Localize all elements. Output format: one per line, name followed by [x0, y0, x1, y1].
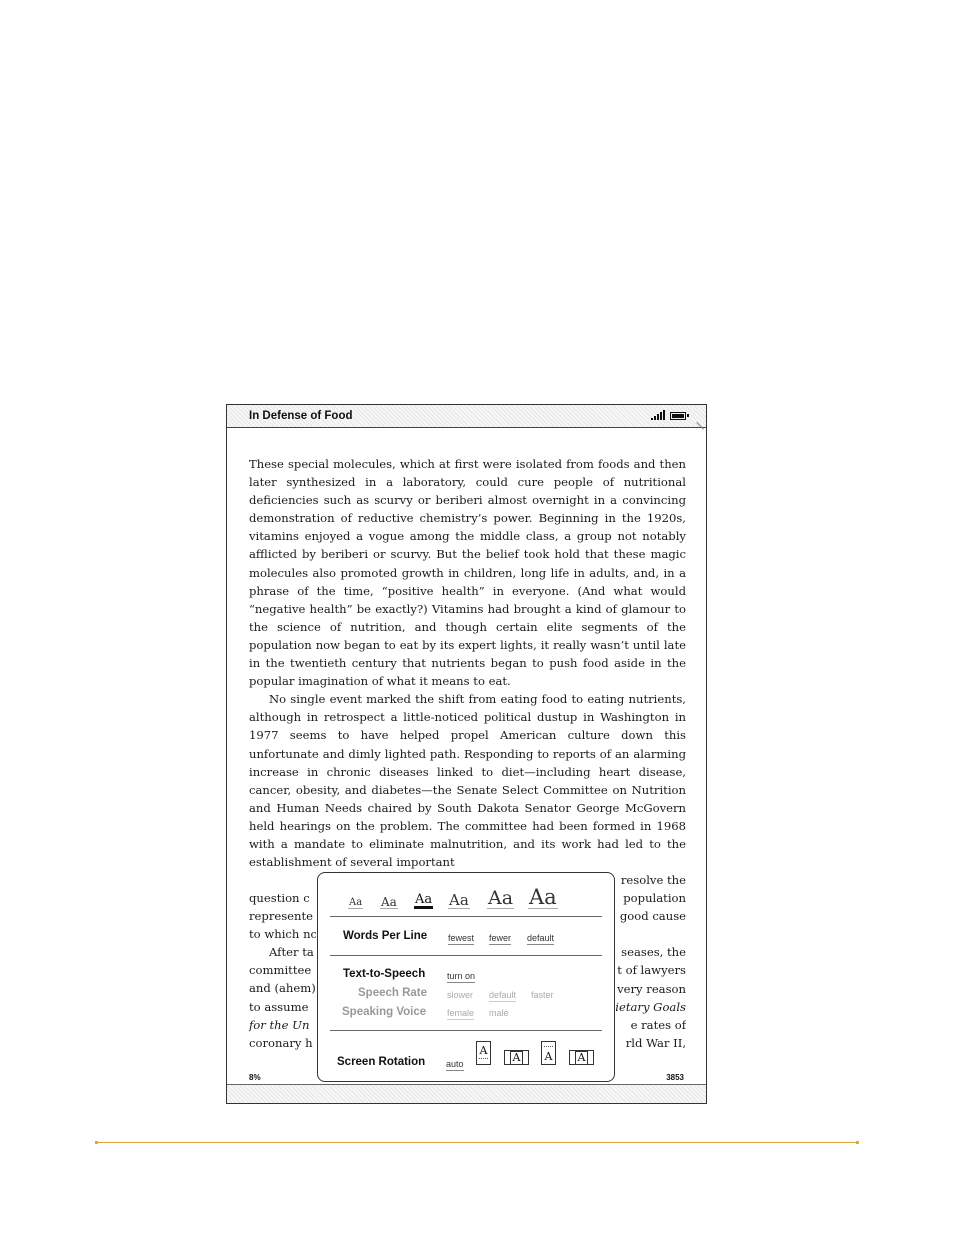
- left-line-4: to which nc: [249, 927, 318, 942]
- rotation-portrait-glyph: A: [479, 1043, 488, 1057]
- divider-1: [330, 916, 602, 917]
- obscured-right-text: [615, 871, 686, 1052]
- font-size-option-2[interactable]: Aa: [381, 895, 397, 909]
- location-number: 3853: [666, 1073, 684, 1082]
- right-line-6: t of lawyers: [617, 963, 686, 978]
- left-line-6: committee: [249, 963, 312, 978]
- top-status-bar: [227, 405, 706, 428]
- speech-rate-default[interactable]: default: [489, 990, 517, 1000]
- words-per-line-fewest[interactable]: fewest: [448, 933, 475, 943]
- obscured-left-text: [249, 889, 319, 1052]
- text-to-speech-label: Text-to-Speech: [343, 968, 426, 980]
- screen-rotation-auto[interactable]: auto: [446, 1059, 464, 1069]
- left-line-8: to assume: [249, 999, 309, 1014]
- rotation-portrait-stripe: [479, 1058, 488, 1060]
- rotation-portrait-upside-icon[interactable]: [541, 1041, 556, 1065]
- divider-2: [330, 955, 602, 956]
- status-area: [651, 410, 686, 420]
- paragraph-2-text: No single event marked the shift from eating food to eating nutrients, although in retrospect a little-noticed political dustup in Washington in 1977 seems to have helped propel American culture down this unfortunate and dimly lighted path. Responding to reports of an alarming increase in chronic diseases linked to diet—including heart disease, cancer, obesity, and diabetes—the Senate Select Committee on Nutrition and Human Needs chaired by South Dakota Senator George McGovern held hearings on the problem. The committee had been formed in 1968 with a mandate to eliminate malnutrition, and its work had led to the establishment of several important: [249, 692, 686, 870]
- speech-rate-slower[interactable]: slower: [447, 990, 474, 1000]
- signal-strength-icon: [651, 410, 665, 420]
- right-line-5: seases, the: [621, 945, 686, 960]
- left-line-5: After ta: [269, 945, 314, 960]
- right-line-9: e rates of: [630, 1017, 686, 1032]
- rotation-portrait-icon[interactable]: [476, 1041, 491, 1065]
- text-to-speech-turn-on[interactable]: turn on: [447, 971, 476, 981]
- paragraph-1: These special molecules, which at first were isolated from foods and then later synthesized in a laboratory, could cure people of nutritional deficiencies such as scurvy or beriberi almost overnight in a convincing demonstration of reductive chemistry’s power. Beginning in the 1920s, vitamins enjoyed a vogue among the middle class, a group not notably afflicted by beriberi or scurvy. But the belief took hold that these magic molecules also promoted growth in children, long life in adults, and, in a phrase of the time, “positive health” in everyone. (And what would “negative health” be exactly?) Vitamins had brought a kind of glamour to the science of nutrition, and though certain elite segments of the population now began to eat by its expert lights, it really wasn’t until late in the twentieth century that nutrients began to push food aside in the popular imagination of what it means to eat.: [249, 457, 686, 689]
- left-line-7: and (ahem): [249, 981, 316, 996]
- words-per-line-label: Words Per Line: [343, 930, 428, 942]
- left-line-10: coronary h: [249, 1035, 313, 1050]
- right-line-4: [615, 925, 686, 943]
- speaking-voice-female[interactable]: female: [447, 1008, 475, 1018]
- speech-rate-label: Speech Rate: [358, 987, 428, 999]
- font-size-option-4[interactable]: Aa: [449, 891, 469, 909]
- left-line-3: represente: [249, 909, 314, 924]
- words-per-line-default[interactable]: default: [527, 933, 555, 943]
- rotation-landscape-left-icon[interactable]: [504, 1050, 529, 1065]
- right-line-8: ietary Goals: [615, 999, 686, 1014]
- rotation-portrait-upside-stripe: [544, 1046, 553, 1048]
- progress-percent: 8%: [249, 1073, 261, 1082]
- book-page-text: [249, 455, 686, 871]
- page-divider-rule: [95, 1142, 859, 1143]
- right-line-10: rld War II,: [625, 1035, 686, 1050]
- text-settings-popup: [317, 872, 615, 1082]
- rotation-landscape-right-glyph: A: [575, 1051, 589, 1065]
- divider-3: [330, 1030, 602, 1031]
- rotation-landscape-left-glyph: A: [510, 1051, 524, 1065]
- font-size-selector: [334, 881, 596, 911]
- font-size-option-6[interactable]: Aa: [529, 885, 557, 909]
- right-line-7: very reason: [617, 981, 686, 996]
- book-title: In Defense of Food: [249, 410, 353, 422]
- speaking-voice-male[interactable]: male: [489, 1008, 509, 1018]
- font-size-option-5[interactable]: Aa: [488, 887, 514, 909]
- right-line-3: good cause: [619, 909, 686, 924]
- left-line-9: for the Un: [249, 1017, 310, 1032]
- right-line-1: resolve the: [620, 873, 686, 887]
- speech-rate-faster[interactable]: faster: [531, 990, 554, 1000]
- rotation-landscape-right-icon[interactable]: [569, 1050, 594, 1065]
- right-line-2: population: [623, 891, 686, 906]
- rotation-portrait-upside-glyph: A: [544, 1049, 553, 1063]
- font-size-option-1[interactable]: Aa: [349, 897, 363, 908]
- bottom-bar: [227, 1084, 706, 1103]
- speaking-voice-label: Speaking Voice: [342, 1006, 427, 1018]
- paragraph-2: [249, 690, 686, 871]
- battery-charging-icon: [670, 412, 686, 420]
- words-per-line-fewer[interactable]: fewer: [489, 933, 512, 943]
- screen-rotation-label: Screen Rotation: [337, 1056, 426, 1068]
- kindle-screen: [226, 404, 707, 1104]
- font-size-option-3[interactable]: Aa: [415, 892, 433, 907]
- left-line-2: question c: [249, 891, 310, 905]
